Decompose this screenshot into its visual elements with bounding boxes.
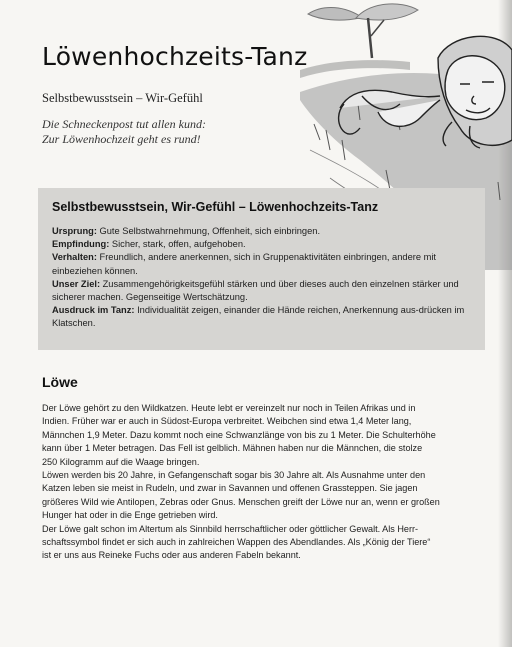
- info-row-label: Verhalten:: [52, 252, 97, 263]
- body-line: Der Löwe galt schon im Altertum als Sinnbild herrschaftlicher oder göttlicher Gewalt. Als Herr-: [42, 523, 419, 534]
- info-row-ausdruck: [52, 304, 471, 330]
- body-line: Hunger hat oder in die Enge getrieben wird.: [42, 510, 218, 521]
- info-row-label: Empfindung:: [52, 239, 110, 250]
- page-subtitle: Selbstbewusstsein – Wir-Gefühl: [42, 91, 203, 105]
- motto-line: Zur Löwenhochzeit geht es rund!: [42, 132, 201, 146]
- info-row-text: Individualität zeigen, einander die Hände reichen, Anerkennung aus-drücken im Klatschen.: [52, 305, 465, 329]
- body-line: Katzen leben sie meist in Rudeln, und zwar in Savannen und offenen Grassteppen. Sie jagen: [42, 483, 418, 494]
- body-line: Der Löwe gehört zu den Wildkatzen. Heute lebt er vereinzelt nur noch in Teilen Afrikas und in: [42, 403, 416, 413]
- motto-line: Die Schneckenpost tut allen kund:: [42, 117, 206, 131]
- info-row-ursprung: [52, 225, 471, 238]
- info-row-label: Ursprung:: [52, 226, 97, 236]
- body-line: 250 Kilogramm auf die Waage bringen.: [42, 456, 200, 467]
- page-title: Löwenhochzeits-Tanz: [42, 42, 308, 71]
- info-row-label: Ausdruck im Tanz:: [52, 305, 135, 316]
- section-body: [42, 402, 482, 563]
- info-row-text: Zusammengehörigkeitsgefühl stärken und über dieses auch den einzelnen stärker und sicherer machen. Gegenseitige Wertschätzung.: [52, 278, 459, 303]
- info-row-empfindung: [52, 238, 471, 251]
- info-row-text: Sicher, stark, offen, aufgehoben.: [109, 239, 246, 250]
- info-row-label: Unser Ziel:: [52, 278, 101, 289]
- info-row-text: Gute Selbstwahrnehmung, Offenheit, sich einbringen.: [96, 226, 321, 236]
- body-line: Indien. Früher war er auch in Südost-Europa verbreitet. Weibchen sind etwa 1,4 Meter lang,: [42, 416, 412, 427]
- info-box-title: Selbstbewusstsein, Wir-Gefühl – Löwenhochzeits-Tanz: [52, 200, 379, 214]
- info-row-ziel: [52, 278, 471, 304]
- info-row-verhalten: [52, 251, 471, 277]
- body-line: kann über 1 Meter betragen. Das Fell ist gelblich. Mähnen haben nur die Männchen, die stolze: [42, 443, 423, 454]
- body-line: größeres Wild wie Antilopen, Zebras oder Gnus. Menschen greift der Löwe nur an, wenn er großen: [42, 496, 440, 507]
- motto: [42, 117, 302, 147]
- body-line: schaftssymbol findet er sich auch in zahlreichen Wappen des Abendlandes. Als „König der Tiere“: [42, 537, 431, 548]
- body-line: ist er uns aus Reineke Fuchs oder aus anderen Fabeln bekannt.: [42, 550, 301, 561]
- info-row-text: Freundlich, andere anerkennen, sich in Gruppenaktivitäten einbringen, andere mit einbeziehen können.: [52, 252, 436, 276]
- body-line: Männchen 1,9 Meter. Dazu kommt noch eine Schwanzlänge von bis zu 1 Meter. Die Schulterhöhe: [42, 429, 436, 440]
- acacia-tree-icon: [308, 4, 418, 58]
- info-box: [38, 188, 485, 350]
- section-heading: Löwe: [42, 374, 78, 390]
- body-line: Löwen werden bis 20 Jahre, in Gefangenschaft sogar bis 30 Jahre alt. Als Ausnahme unter den: [42, 470, 426, 481]
